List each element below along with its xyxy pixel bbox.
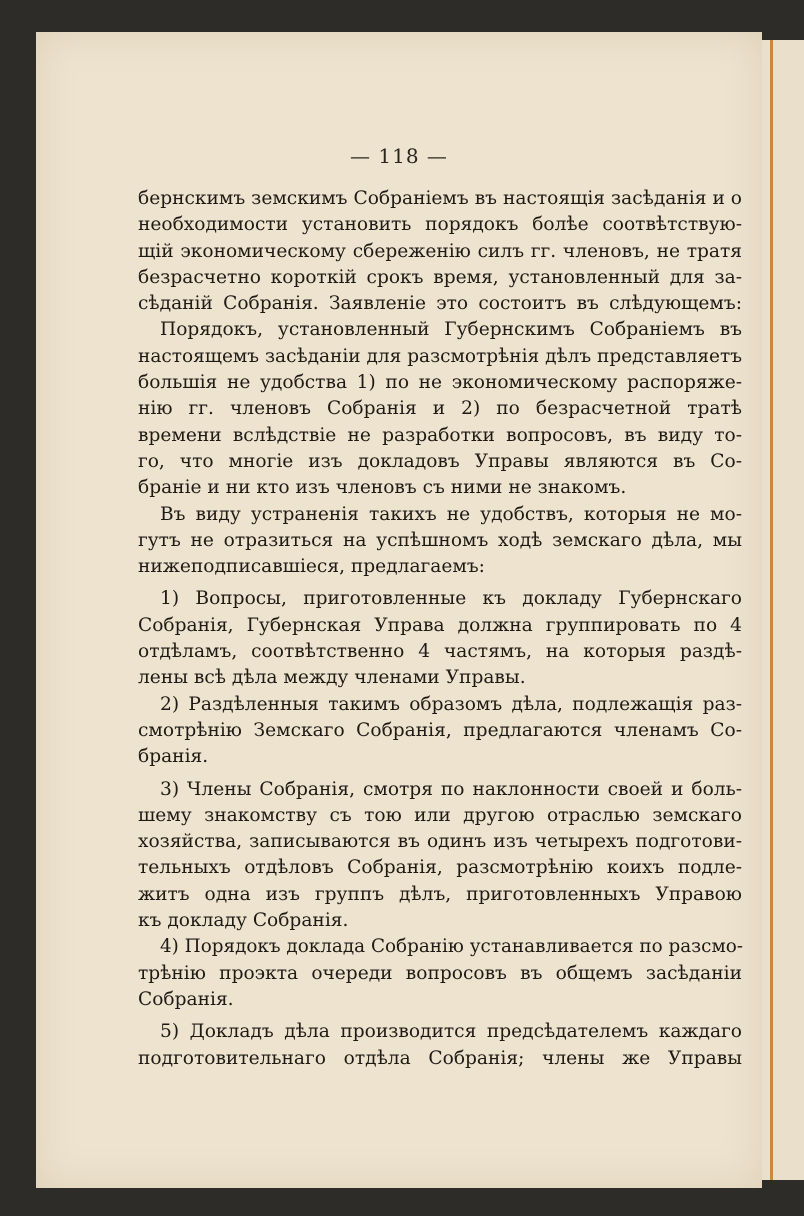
text-line: трѣнію проэкта очереди вопросовъ въ общемъ засѣданіи (138, 962, 742, 984)
text-line: 5) Докладъ дѣла производится предсѣдателемъ каждаго (160, 1021, 742, 1043)
text-line: Въ виду устраненія такихъ не удобствъ, которыя не мо- (160, 503, 742, 525)
text-line: смотрѣнію Земскаго Собранія, предлагаются членамъ Со- (138, 719, 742, 741)
text-line: лены всѣ дѣла между членами Управы. (138, 667, 526, 689)
page-number: — 118 — (350, 144, 448, 168)
text-line: сѣданій Собранія. Заявленіе это состоитъ въ слѣдующемъ: (138, 293, 742, 315)
text-line: житъ одна изъ группъ дѣлъ, приготовленныхъ Управою (138, 883, 742, 905)
text-line: безрасчетно короткій срокъ время, установленный для за- (138, 266, 742, 288)
text-line: необходимости установить порядокъ болѣе соотвѣтствую- (138, 214, 742, 236)
text-line: Порядокъ, установленный Губернскимъ Собраніемъ въ (160, 319, 742, 341)
text-line: отдѣламъ, соотвѣтственно 4 частямъ, на которыя раздѣ- (138, 641, 742, 663)
text-line: хозяйства, записываются въ одинъ изъ четырехъ подготови- (138, 831, 742, 853)
text-line: Собранія. (138, 988, 234, 1010)
text-line: нію гг. членовъ Собранія и 2) по безрасчетной тратѣ (138, 398, 742, 420)
text-line: щій экономическому сбереженію силъ гг. членовъ, не тратя (138, 240, 742, 262)
text-line: бернскимъ земскимъ Собраніемъ въ настоящія засѣданія и о (138, 188, 742, 209)
text-line: настоящемъ засѣданіи для разсмотрѣнія дѣлъ представляетъ (138, 345, 742, 367)
text-line: шему знакомству съ тою или другою отраслью земскаго (138, 804, 742, 826)
text-line: нижеподписавшіеся, предлагаемъ: (138, 556, 485, 578)
text-line: 2) Раздѣленныя такимъ образомъ дѣла, подлежащія раз- (160, 693, 742, 715)
adjacent-page-edge (762, 40, 804, 1180)
text-line: 4) Порядокъ доклада Собранію устанавливается по разсмо- (160, 936, 744, 958)
book-page (36, 32, 762, 1188)
text-line: времени вслѣдствіе не разработки вопросовъ, въ виду то- (138, 424, 742, 446)
text-line: браніе и ни кто изъ членовъ съ ними не знакомъ. (138, 477, 627, 499)
text-line: большія не удобства 1) по не экономическому распоряже- (138, 372, 742, 394)
page-edge-stripe (770, 40, 773, 1180)
text-line: бранія. (138, 746, 209, 768)
text-line: го, что многіе изъ докладовъ Управы являются въ Со- (138, 450, 742, 472)
text-line: Собранія, Губернская Управа должна группировать по 4 (138, 614, 742, 636)
body-text (138, 186, 742, 1072)
text-line: къ докладу Собранія. (138, 910, 349, 932)
text-line: 3) Члены Собранія, смотря по наклонности своей и боль- (160, 778, 742, 800)
text-line: тельныхъ отдѣловъ Собранія, разсмотрѣнію коихъ подле- (138, 857, 742, 879)
text-line: подготовительнаго отдѣла Собранія; члены же Управы (138, 1047, 742, 1069)
text-line: гутъ не отразиться на успѣшномъ ходѣ земскаго дѣла, мы (138, 529, 742, 551)
text-line: 1) Вопросы, приготовленные къ докладу Губернскаго (160, 588, 742, 610)
